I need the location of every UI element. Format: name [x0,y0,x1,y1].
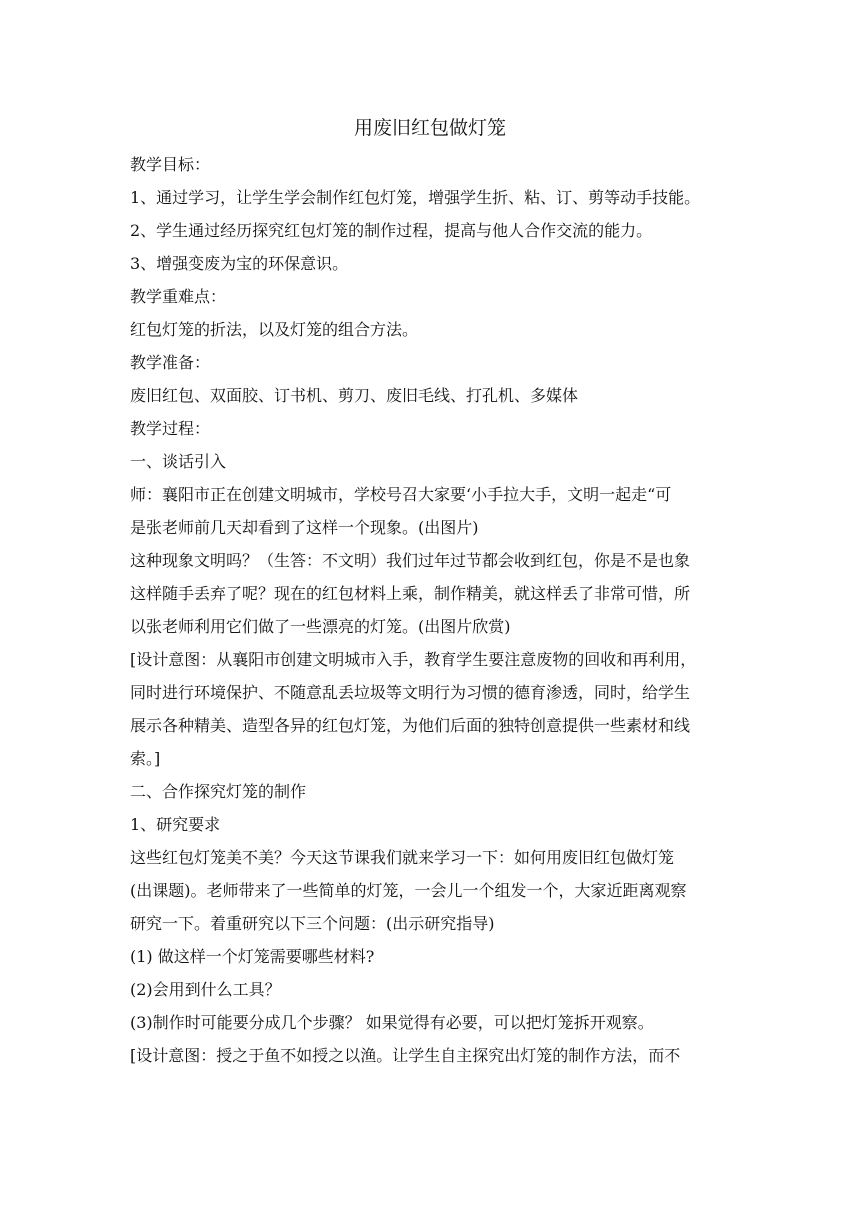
document-title: 用废旧红包做灯笼 [353,117,506,139]
paragraph-line: 研究一下。着重研究以下三个问题：(出示研究指导) [130,914,495,933]
paragraph-line: 以张老师利用它们做了一些漂亮的灯笼。(出图片欣赏) [130,617,511,636]
design-intent-line: 展示各种精美、造型各异的红包灯笼，为他们后面的独特创意提供一些素材和线 [130,716,691,735]
line-goal-1: 1、通过学习，让学生学会制作红包灯笼，增强学生折、粘、订、剪等动手技能。 [130,188,701,207]
design-intent-line: [设计意图：授之于鱼不如授之以渔。让学生自主探究出灯笼的制作方法，而不 [130,1046,681,1065]
paragraph-line: 这种现象文明吗？（生答：不文明）我们过年过节都会收到红包，你是不是也象 [130,551,691,570]
line-section-2-heading: 二、合作探究灯笼的制作 [130,782,307,801]
line-key-points: 红包灯笼的折法，以及灯笼的组合方法。 [130,320,419,339]
design-intent-line: 索。] [130,749,161,768]
question-2: (2)会用到什么工具？ [130,980,281,999]
line-goal-2: 2、学生通过经历探究红包灯笼的制作过程，提高与他人合作交流的能力。 [130,221,653,240]
question-3: (3)制作时可能要分成几个步骤？ 如果觉得有必要，可以把灯笼拆开观察。 [130,1013,654,1032]
document-body [130,148,732,1072]
paragraph-line: 这些红包灯笼美不美？今天这节课我们就来学习一下：如何用废旧红包做灯笼 [130,848,675,867]
line-goal-3: 3、增强变废为宝的环保意识。 [130,254,349,273]
line-preparation-heading: 教学准备： [130,353,211,372]
line-key-points-heading: 教学重难点： [130,287,227,306]
paragraph-line: 这样随手丢弃了呢？现在的红包材料上乘，制作精美，就这样丢了非常可惜，所 [130,584,691,603]
line-research-requirements: 1、研究要求 [130,815,221,834]
question-1: (1) 做这样一个灯笼需要哪些材料? [130,947,375,966]
paragraph-line: 师：襄阳市正在创建文明城市，学校号召大家要‘小手拉大手，文明一起走“可 [130,485,672,504]
line-preparation-materials: 废旧红包、双面胶、订书机、剪刀、废旧毛线、打孔机、多媒体 [130,386,579,405]
line-section-1-heading: 一、谈话引入 [130,452,227,471]
paragraph-line: 是张老师前几天却看到了这样一个现象。(出图片) [130,518,479,537]
line-teaching-goals-heading: 教学目标： [130,155,211,174]
line-process-heading: 教学过程： [130,419,211,438]
design-intent-line: 同时进行环境保护、不随意乱丢垃圾等文明行为习惯的德育渗透，同时，给学生 [130,683,691,702]
paragraph-line: (出课题)。老师带来了一些简单的灯笼，一会儿一个组发一个，大家近距离观察 [130,881,687,900]
design-intent-line: [设计意图：从襄阳市创建文明城市入手，教育学生要注意废物的回收和再利用， [130,650,697,669]
